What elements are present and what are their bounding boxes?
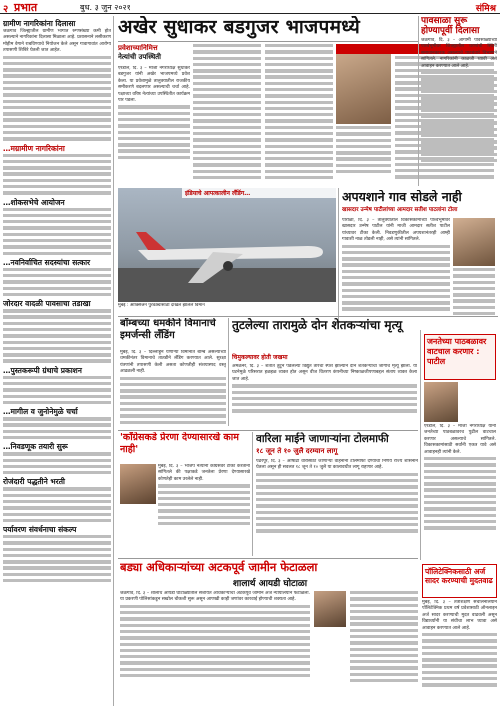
text-lines	[424, 457, 496, 529]
portrait-photo	[453, 218, 495, 266]
farmers-headline: तुटलेल्या तारामुळे दोन शेतकऱ्यांचा मृत्यू	[232, 318, 403, 332]
airplane-icon	[118, 188, 336, 302]
lead-sub: नेत्यांची उपस्थिती	[118, 53, 161, 61]
toll-paragraph: पंढरपूर, दि. ३ – आषाढी वारीसाठी जाणाऱ्या वाहनांना टोलमाफी देण्याचा निर्णय राज्य शासनाने घेतला असून ही सवलत १८ जून ते १० जुलै या कालावधीत लागू राहणार आहे.	[256, 459, 418, 471]
congress-headline: 'काँग्रेसकडे प्रेरणा देण्यासारखे काम नाही'	[120, 432, 239, 455]
divider	[118, 430, 418, 431]
bombay-text	[120, 350, 226, 430]
text-lines	[265, 44, 333, 179]
text-lines	[453, 268, 495, 315]
farmers-paragraph: अमळनेर, दि. ३ – शेतात तुटून पडलेल्या विद्युत तारेचा स्पर्श झाल्याने दोन शेतकऱ्यांचा जागीच मृत्यू झाला. या घटनेमुळे परिसरात हळहळ व्यक्त होत असून वीज वितरण कंपनीच्या निष्काळजीपणाबद्दल संताप व्यक्त केला जात आहे.	[232, 364, 417, 382]
text-lines	[3, 56, 111, 141]
text-lines	[342, 245, 450, 311]
text-lines	[422, 633, 497, 687]
left-column	[3, 17, 111, 705]
left-story-8-head: …निवडणूक तयारी सुरू	[3, 442, 68, 452]
portrait-photo	[120, 464, 156, 504]
photo-inset-label: इंडियाचे आपत्कालीन लँडिंग…	[182, 188, 336, 198]
bombay-headline: बॉम्बच्या धमकीने विमानाचे इमर्जन्सी लँडिंग	[120, 318, 216, 341]
bombay-paragraph: मुंबई, दि. ३ – दिल्लीहून येणाऱ्या विमानात बॉम्ब असल्याच्या धमकीनंतर विमानाचे तातडीने लँडिंग करण्यात आले. सुरक्षा यंत्रणांनी तपासणी केली असता कोणतीही संशयास्पद वस्तू आढळली नाही.	[120, 350, 226, 375]
toll-sub: १८ जून ते १० जुलै दरम्यान लागू	[256, 447, 338, 455]
village-text-2	[453, 268, 495, 328]
lead-text-col3	[265, 44, 333, 186]
farmers-text	[232, 364, 417, 426]
toll-headline: वारिला माईने जाणाऱ्यांना टोलमाफी	[256, 433, 389, 445]
poly-box-header	[422, 564, 497, 598]
page-number: २	[3, 4, 9, 14]
text-lines	[118, 105, 190, 159]
text-lines	[3, 208, 111, 255]
opinion-box-header	[424, 334, 496, 380]
inset-text-2	[336, 126, 391, 186]
divider	[118, 558, 418, 559]
left-story-1-head: ग्रामीण नागरिकांना दिलासा	[3, 19, 76, 28]
opinion-headline: जनतेच्या पाठबळावर वाटचाल करणार : पाटील	[427, 337, 487, 366]
left-story-5-head: जोरदार वादळी पावसाचा तडाखा	[3, 299, 91, 309]
bail-sub: शालार्थ आयडी घोटाळा	[232, 579, 308, 589]
left-story-2-head: …मग्रामीण नागरिकांना	[3, 143, 65, 153]
column-divider	[418, 16, 419, 186]
poly-paragraph: मुंबई, दि. ३ – तंत्रशिक्षण संचालनालयाने पॉलिटेक्निक प्रथम वर्ष प्रवेशासाठी ऑनलाइन अर्ज सादर करण्याची मुदत वाढवली असून विद्यार्थ्यांनी या संधीचा लाभ घ्यावा असे आवाहन करण्यात आले आहे.	[422, 600, 497, 631]
bail-paragraph: जळगाव, दि. ३ – शालार्थ आयडी घोटाळ्यातील संशयित अधिकाऱ्यांचा अटकपूर्व जामीन अर्ज न्यायालयाने फेटाळला. या प्रकरणी पोलिसांकडून सखोल चौकशी सुरू असून आणखी काही जणांवर कारवाई होण्याची शक्यता आहे.	[120, 591, 310, 603]
left-story-4-head: …नवनिर्वाचित सदस्यांचा सत्कार	[3, 257, 91, 267]
text-lines	[3, 268, 111, 297]
right-column-text: जळगाव, दि. ३ – आगामी पावसाळ्याच्या पार्श्वभूमीवर जिल्ह्यातील धरणांची स्थिती समाधानकारक असल्याचे पाटबंधारे विभागाने सांगितले. नागरिकांनी काळजी घ्यावी असे आवाहन करण्यात आले आहे.	[421, 38, 497, 69]
lead-text-col2	[193, 44, 261, 186]
portrait-photo	[314, 591, 346, 627]
text-lines	[3, 535, 111, 582]
left-story-6-head: …पुस्तकरूपी ग्रंथाचे प्रकाशन	[3, 365, 82, 375]
village-sub: खासदार उन्मेष पाटीलांच्या आमदार सतीश पाटलांना टोला	[342, 207, 458, 213]
text-lines	[3, 452, 111, 474]
column-divider	[420, 330, 421, 560]
issue-date: बुध. ३ जुन २०२१	[80, 3, 131, 12]
right-column	[421, 16, 497, 188]
left-story-3-head: …शोकसभेचे आयोजन	[3, 197, 65, 207]
text-lines	[3, 154, 111, 195]
poly-headline: पॉलिटेक्निकसाठी अर्ज सादर करण्याची मुदतवाढ	[425, 567, 493, 585]
bail-text-2	[350, 591, 418, 705]
lead-headline: अखेर सुधाकर बडगुजर भाजपमध्ये	[118, 16, 361, 38]
left-story-9-head: रोजंदारी पद्धतीने भरती	[3, 477, 65, 487]
lead-kicker-block	[118, 44, 190, 66]
text-lines	[421, 71, 497, 162]
village-paragraph: पारोळा, दि. ३ – तालुक्यातील विकासकामांच्या पार्श्वभूमीवर खासदार उन्मेष पाटील यांनी माजी आमदार सतीश पाटील यांच्यावर टीका केली. निवडणुकीतील अपयशानंतरही आम्ही गावाशी नाळ तोडली नाही, असे त्यांनी सांगितले.	[342, 218, 450, 243]
left-story-1-text: जळगाव जिल्ह्यातील ग्रामीण भागात रुग्णसंख्या कमी होत असल्याने नागरिकांना दिलासा मिळाला आहे. प्रशासनाने लसीकरण मोहीम वेगाने राबविण्याचे नियोजन केले असून गावागावांत आरोग्य तपासणी शिबिरे घेतली जात आहेत.	[3, 29, 111, 54]
column-divider	[252, 432, 253, 556]
bail-headline: बड्या अधिकाऱ्यांच्या अटकपूर्व जामीन फेटाळला	[120, 560, 318, 574]
divider	[118, 316, 498, 317]
column-divider	[228, 318, 229, 426]
divider	[118, 41, 418, 42]
photo-caption: मुंबई : ऑक्सिजन पुरवठ्यासाठी दाखल झालेले विमान	[118, 303, 205, 308]
column-divider	[338, 188, 339, 328]
portrait-photo	[336, 54, 391, 124]
left-story-10-head: पर्यावरण संवर्धनाचा संकल्प	[3, 525, 77, 535]
text-lines	[256, 473, 418, 533]
text-lines	[193, 44, 261, 179]
portrait-photo	[424, 382, 458, 422]
opinion-text	[424, 424, 496, 558]
text-lines	[3, 309, 111, 363]
section-label: संमिश्र	[475, 4, 496, 14]
bail-text	[120, 591, 310, 705]
right-column-head: पावसाळा सुरू होण्यापूर्वी दिलासा	[421, 16, 480, 36]
village-text	[342, 218, 450, 328]
column-divider	[113, 16, 114, 706]
text-lines	[3, 487, 111, 522]
text-lines	[336, 126, 391, 173]
lead-kicker: प्रवेशाच्यानिमित्त	[118, 44, 158, 52]
toll-text	[256, 459, 418, 555]
lead-text	[118, 66, 190, 186]
text-lines	[158, 484, 250, 525]
newspaper-logo: प्रभात	[14, 1, 38, 14]
left-story-7-head: …मागील व जुनोनेमुळे चर्चा	[3, 407, 78, 417]
poly-text	[422, 600, 497, 705]
congress-text	[158, 464, 250, 556]
text-lines	[3, 417, 111, 439]
text-lines	[120, 377, 226, 424]
farmers-kicker: चिमुकल्यावर होती जखमा	[232, 354, 288, 361]
opinion-paragraph: एरंडोल, दि. ३ – माजी नगराध्यक्ष यांनी जनतेच्या पाठबळावरच पुढील वाटचाल करणार असल्याचे सांगितले. विकासकामांसाठी सर्वांनी एकत्र यावे असे आवाहनही त्यांनी केले.	[424, 424, 496, 455]
masthead	[0, 0, 500, 14]
congress-paragraph: मुंबई, दि. ३ – भाजप नेत्यांनी काँग्रेसवर टीका करताना सांगितले की पक्षाकडे जनतेला प्रेरणा देण्यासारखे कोणतेही काम उरलेले नाही.	[158, 464, 250, 482]
text-lines	[3, 376, 111, 405]
text-lines	[120, 605, 310, 677]
text-lines	[350, 591, 418, 682]
village-headline: अपयशाने गाव सोडले नाही	[342, 190, 462, 204]
lead-paragraph: एरंडोल, दि. ३ – माजी नगराध्यक्ष सुधाकर बडगुजर यांनी अखेर भाजपमध्ये प्रवेश केला. या प्रवेशामुळे तालुक्यातील राजकीय समीकरणे बदलणार असल्याची चर्चा आहे. पक्षाच्या वरिष्ठ नेत्यांच्या उपस्थितीत कार्यक्रम पार पडला.	[118, 66, 190, 104]
airplane-photo	[118, 188, 336, 302]
text-lines	[232, 384, 417, 413]
